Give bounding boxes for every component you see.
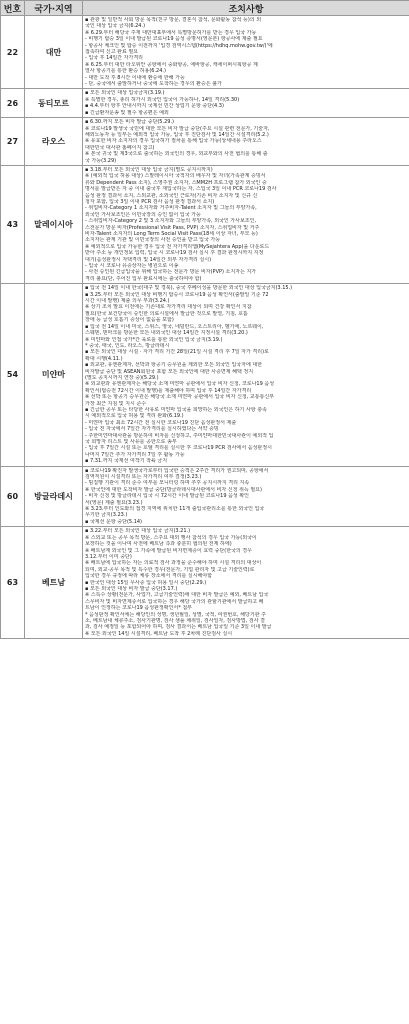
measure-line: ※ 본국 귀국 및 제3국으로 출국하는 외국인의 경우, 외교부와의 사전 협의를 통해 출: [85, 151, 268, 158]
row-number: 54: [1, 284, 25, 466]
country-name: 대만: [25, 16, 83, 89]
header-country: 국가·지역: [25, 1, 83, 16]
measure-line: 류와 Dependent Pass 소지), 스영주권 소지자, 스MM2H 프로그램 참가 외국인 증: [85, 179, 267, 186]
measure-line: (별도 공지시까지 연장 중)(5.29.): [85, 374, 159, 381]
measure-line: 국 희망자 리스트 및 사유를 공한으로 송부: [85, 439, 177, 445]
table-body: [1, 16, 409, 639]
measure-line: 스전문가 방문 비자(Professional Visit Pass, PVP) 소지자, 스취업비자 및 거주: [85, 224, 260, 231]
measure-line: 해외노동자 등 일부는 예외적 입국 가능, 입국 후 진단검사 및 14일간 시설격리(5.2.): [85, 131, 269, 138]
measure-line: ▪ 긴급한 공무 또는 타당한 사유로 미얀마 입국을 희망하는 외국인은 하기 사항 충족: [85, 406, 267, 413]
country-name: 베트남: [25, 527, 83, 639]
measure-line: ▪ 모든 외국인 대상 비자 발급 중단(3.17.): [85, 585, 178, 592]
measure-line: - 취업비자-Category 1 소지자와 거주비자-Talent 소지자 및 그들의 부양가족,: [85, 205, 257, 212]
table-row: [1, 466, 409, 527]
measure-line: ▪ 입국 전 14일 이내 한국(대구 및 경북), 중국 후베이성을 방문한 외국인 대상 입국금지(3.15.): [85, 285, 293, 292]
measure-line: 국인 대상 입국 금지(6.24.): [85, 23, 146, 30]
measure-line: - 빔집행 기관이 격리 준수 여부를 모니터링 하며 추후 공지시까지 격리 지속: [85, 480, 250, 487]
measure-line: ※ 코로나19 발생국 국민에 대한 모든 비자 발급 중단(주요 시설 관련 전문가, 기술자,: [85, 125, 270, 132]
measure-line: 대기(음성판정시 자택격리 및 14일간 외부 자가격리 실시): [85, 256, 212, 263]
measures-cell: [83, 165, 409, 283]
measure-line: 가장 최근 지침 및 지시 준수: [85, 400, 147, 407]
row-number: 43: [1, 165, 25, 283]
measure-line: 나머지 7일간 추가 자가격리 7일 후 활동 가능: [85, 451, 185, 458]
measure-line: ※ 모든 외국인 14일 시설격리, 베트남 도착 후 2차례 진단검사 실시: [85, 630, 233, 637]
row-number: 26: [1, 89, 25, 118]
measure-line: 시 예외적으로 입국 허용 및 격리 완화(6.19.): [85, 413, 184, 420]
measure-line: - 입국 후 14일간 자가격리: [85, 55, 143, 62]
header-row: [1, 1, 409, 16]
row-number: 63: [1, 527, 25, 639]
measure-line: ▪ 관광 및 일반적 사회 방문 목적(친구 방문, 결혼식 참석, 문화활동 참석 등)의 외: [85, 17, 262, 23]
measure-line: * 음성판정 확인서에는 해당인의 성명, 생년월일, 성별, 국적, 여권번호, 해당기관 주: [85, 611, 266, 618]
measure-line: - 입국 전 자국에서 7일간 자가격리를 실시하였다는 서약 증빙: [85, 426, 219, 433]
measure-line: 확인서(탑승전 72시간 이내 발행)를 제출해야 하며 입국 후 14일간 자가격리: [85, 387, 252, 394]
measure-line: 명서를 발급받은 자 중 이내 출국후 재입국하는 자, 스입국 3일 이내 PCR 코로나19 검사: [85, 186, 277, 193]
measure-line: ▪ 외교관, 유엔관계자, 선박과 항공기 승무원을 제외한 모든 외국인 입국자에 대한: [85, 362, 263, 369]
measure-line: 입국한 경우 규정에 따라 체류 장소에서 격리를 실시해야함: [85, 573, 213, 580]
measure-line: - 사전 승인된 긴급입국을 위해 입국하는 전문가 방문 비자(PVP) 소지자는 지가: [85, 269, 257, 276]
measure-line: ※ 베트남에 입국하는 자는 의료적 검사 과정을 준수해야 하며 시설 격리의 대상이: [85, 560, 262, 567]
header-number: 번호: [1, 1, 25, 16]
measure-line: ※ 선박 또는 항공기 승무원은 해당국 소재 미얀마 공관에서 입국 비자 신청, 교통통신부: [85, 394, 275, 401]
measure-line: 무기한 금지(3.23.): [85, 512, 128, 519]
measure-line: - 입국 후 7일간 시설 또는 호텔 격리를 실시한 후 코로나19 PCR 검사에서 음성판정시: [85, 445, 272, 452]
measure-line: ▪ 모든 외국인 대상 시설 · 자가 격리 기간 28일(21일 시설 격리 후 7일 자가 격리)로: [85, 349, 269, 356]
table-row: [1, 118, 409, 166]
measure-line: 음성 판정 결과서 소지, 스외교관, 소외국인 근로자(기존 비자 소지자 및 신규 신: [85, 192, 258, 199]
measure-line: ▪ 3.25.부터 모든 외국인 대상 비행기 탑승시 코로나19 음성 확인서(출발일 기준 72: [85, 291, 269, 298]
measure-line: 외국인 가사보조인은 이민국장의 승인 없이 입국 가능: [85, 211, 201, 218]
measure-line: 열사 항공기를 통한 환승 허용(6.24.): [85, 68, 166, 75]
measure-line: 필요(한국 보건당국이 승인한 의료시설에서 발급한 것으로 발열, 기침, 호흡: [85, 310, 248, 317]
measure-line: - 단, 중국에서 출발하거나 중국에 도착하는 경우의 환승은 불가: [85, 81, 222, 88]
row-number: 27: [1, 118, 25, 166]
measure-line: ※ 3.23.부터 인도와의 접경 지역에 위치한 11개 출입국관리소를 통한 외국인 입국: [85, 506, 265, 513]
measure-line: - 스취업비자-Category 2 및 3 소지자와 그들의 부양가족, 외국인 가사보조인,: [85, 218, 257, 225]
measures-cell: [83, 284, 409, 466]
measure-line: ※ 6.25.부터 대만 타오위안 공항에서 중화항공, 에바항공, 캐세이퍼시픽항공 계: [85, 61, 258, 68]
measure-line: ※ 스특수 상황(전문가, 사업가, 고급기술인력)에 대한 비자 발급은 예외, 베트남 입국: [85, 592, 269, 599]
measure-line: ※ 스외교 또는 공무 목적 방문, 스주요 대외 행사 참석의 경우 입국 가능(외국이: [85, 534, 257, 541]
measure-line: ※ 베트남계 외국인 및 그 가족에 발급된 비자면제증이 효력 중단(한국의 경우: [85, 547, 252, 554]
country-name: 말레이시아: [25, 165, 83, 283]
measure-line: * 중국, 태국, 인도, 라오스, 방글라데시: [85, 342, 170, 349]
measure-line: ※ 유효한 비자 소지자의 경우 입국허가 절차를 통해 입국 가능(상세내용 주라오스: [85, 138, 262, 145]
table-row: [1, 16, 409, 89]
measures-cell: [83, 527, 409, 639]
country-name: 미얀마: [25, 284, 83, 466]
measure-line: 소, 베트남내 체류주소, 검사기관명, 검사 샘플 채취일, 검사일자, 검사방법, 검사 결: [85, 617, 265, 624]
measures-cell: [83, 16, 409, 89]
measures-cell: [83, 118, 409, 166]
measure-line: 받아 주소 등 개인정보 입력, 입국 시 코로나19 검사 실시 후 결과 판정시까지 지정: [85, 250, 264, 257]
measure-line: 검역직원이 시설격리 또는 자가격리 여부 결정(3.23.): [85, 474, 202, 481]
measure-line: 비자-Talent 소지자의 Long Term Social Visit Pass(18세 이상 자녀, 부모 등): [85, 231, 258, 237]
measure-line: 소지자는 관계 기관 및 이민국장의 사전 승인을 받고 입국 가능: [85, 237, 221, 244]
country-name: 방글라데시: [25, 466, 83, 527]
measure-line: 3.12.부터 이미 중단): [85, 553, 132, 560]
measure-line: - 비자 신청 및 방글라데시 입국 시 72시간 이내 발급된 코로나19 음성 확인: [85, 493, 250, 500]
measure-line: 확대 시행(4.11.): [85, 355, 123, 362]
measure-line: ▪ 국제선 운항 중단(5.14): [85, 518, 143, 525]
table-row: [1, 284, 409, 466]
country-name: 동티모르: [25, 89, 83, 118]
measure-line: 청자 포함, 입국 3일 이내 PCR 검사 음성 판정 결과서 소지): [85, 198, 215, 205]
measure-line: ▪ 입국 전 14일 이내 미국, 스위스, 영국, 네덜란드, 오스트리아, 벨기에, 노르웨이,: [85, 323, 264, 330]
table-row: [1, 165, 409, 283]
measure-line: ※ 예외적으로 입국 가능한 경우 입국 전 자가격리앱(MySejahtera App)을 다운로드: [85, 243, 270, 250]
measure-line: ※ 한국인에 대한 도착비자 발급 중단(방글라데시대사관에서 비자 신청 취득 필요): [85, 486, 262, 493]
measure-line: 시간 이내 발행) 제출 의무 부과(3.24.): [85, 298, 170, 305]
measure-line: ※ 상기 조치 발효 이전에는 기존대로 자가격리 대상이 되며 건강 확인서 지참: [85, 304, 252, 311]
measure-line: ※ (예외적 입국 허용 대상) 스말레이시아 국적자의 배우자 및 자녀(가족관계 증빙서: [85, 173, 266, 180]
measure-line: 트남이 인정하는 코로나19 음성판정확인서* 첨부: [85, 605, 192, 612]
measure-line: 되며, 외교·공무 목적 및 특수한 경우(전문가, 기업 관리자 및 고급 기술인력)로: [85, 566, 255, 573]
measure-line: ▪ 코로나19 확진자 발생국가로부터 입국한 승객은 2주간 격리가 권고되며, 공항에서: [85, 467, 269, 474]
measure-line: 국 가능(3.29): [85, 157, 117, 164]
measure-line: - 입국 시 코로나 유증상자는 병원으로 이송: [85, 263, 179, 270]
measure-line: ▪ 7.31.까지 국제선 여객기 착륙 금지: [85, 458, 168, 465]
table-row: [1, 527, 409, 639]
measure-line: ▪ 3.18.부터 모든 외국인 대상 입국 금지(별도 공지시까지): [85, 166, 213, 173]
measure-line: 장애 등 급성 호흡기 증상이 없음을 포함): [85, 317, 174, 324]
measure-line: ▪ 6.30.까지 모든 비자 발급 중단(5.29.): [85, 119, 174, 126]
row-number: 22: [1, 16, 25, 89]
measure-line: 대한민국 대사관 홈페이지 참고): [85, 144, 155, 151]
measure-line: ※ 미얀마와 인접 국가*간 육로를 통한 외국인 입국 금지(3.19.): [85, 336, 223, 343]
measure-line: 접속하여 신고 완료 필요: [85, 49, 139, 56]
measures-cell: [83, 89, 409, 118]
measure-line: - 비행기 탑승 3일 이내 발급된 코로나19 음성 증명서(영문본) 항공사에 제출 필요: [85, 36, 263, 43]
measure-line: ※ 특별한 경우, 총리 허가시 외국인 입국이 가능하나, 14일 격리(5.30): [85, 96, 240, 103]
measure-line: 비자발급 중단 및 ASEAN회원국 포함 모든 외국인에 대한 사증면제 혜택 정지: [85, 368, 254, 375]
measure-line: - 대만 도착 후 8시간 이내에 환승에 한해 가능: [85, 74, 185, 81]
measure-line: ※ 6.29.부터 해당국 주재 대만대표부에서 특별방문허가를 받는 경우 입국 가능: [85, 29, 257, 36]
measure-line: ▪ 긴급환자운송 및 필수 항공편은 예외: [85, 109, 169, 116]
measure-line: ※ 외교관과 유엔관계자는 해당국 소재 미얀마 공관에서 입국 비자 신청, 코로나19 음성: [85, 381, 275, 388]
measure-line: - 미얀마 입국 최소 72시간 전 실시한 코로나19 진단 음성판정서 제출: [85, 419, 237, 426]
measure-line: ▪ 3.22.부터 모든 외국인 대상 입국 금지(3.21.): [85, 528, 191, 535]
measures-cell: [83, 466, 409, 527]
measure-line: 서(영문) 제출 필요(3.23.): [85, 499, 143, 506]
measure-line: - 항공사 체크인 및 탑승 이전까지 '입경 검역시스템(https://hdhq.mohw.gov.tw/)'에: [85, 42, 273, 49]
measure-line: ▪ 모든 외국인 대상 입국금지(3.19.): [85, 90, 165, 97]
measure-line: - 주한미얀마대사관을 방문하여 비자를 신청하고, 주미얀마대한민국대사관이 예외적 입: [85, 432, 274, 439]
measure-line: 스웨덴, 덴마크를 방문한 모든 내외국인 대상 14일간 지정시설 격리(3.20.): [85, 330, 248, 337]
measure-line: ▪ 4.4.부터 항후 안내시까지 국제선 민간 상업기 운항 중단(4.3): [85, 103, 224, 110]
country-name: 라오스: [25, 118, 83, 166]
measure-line: 격리 불요(단, 주어진 입무 완료시에는 출국하여야 함): [85, 275, 202, 282]
row-number: 60: [1, 466, 25, 527]
measure-line: ▪ 한국인 대상 15일 무사증 입국 허용 일시 중단(2.29.): [85, 579, 207, 586]
measure-line: 보장하는 것을 이나며 사전에 베트남 측과 충분히 협의된 전제 하에): [85, 541, 232, 548]
measure-line: 과, 검사 예정일 등 포함되어야 하며, 검사 결과서는 베트남 입국일 기준 3일 이내 발급: [85, 624, 272, 631]
measure-line: 스무비자 및 비자면제증서로 입국하는 경우 해당 국가의 관할기관에서 발급하고 베: [85, 598, 264, 605]
header-measures: 조치사항: [83, 1, 409, 16]
table-row: [1, 89, 409, 118]
